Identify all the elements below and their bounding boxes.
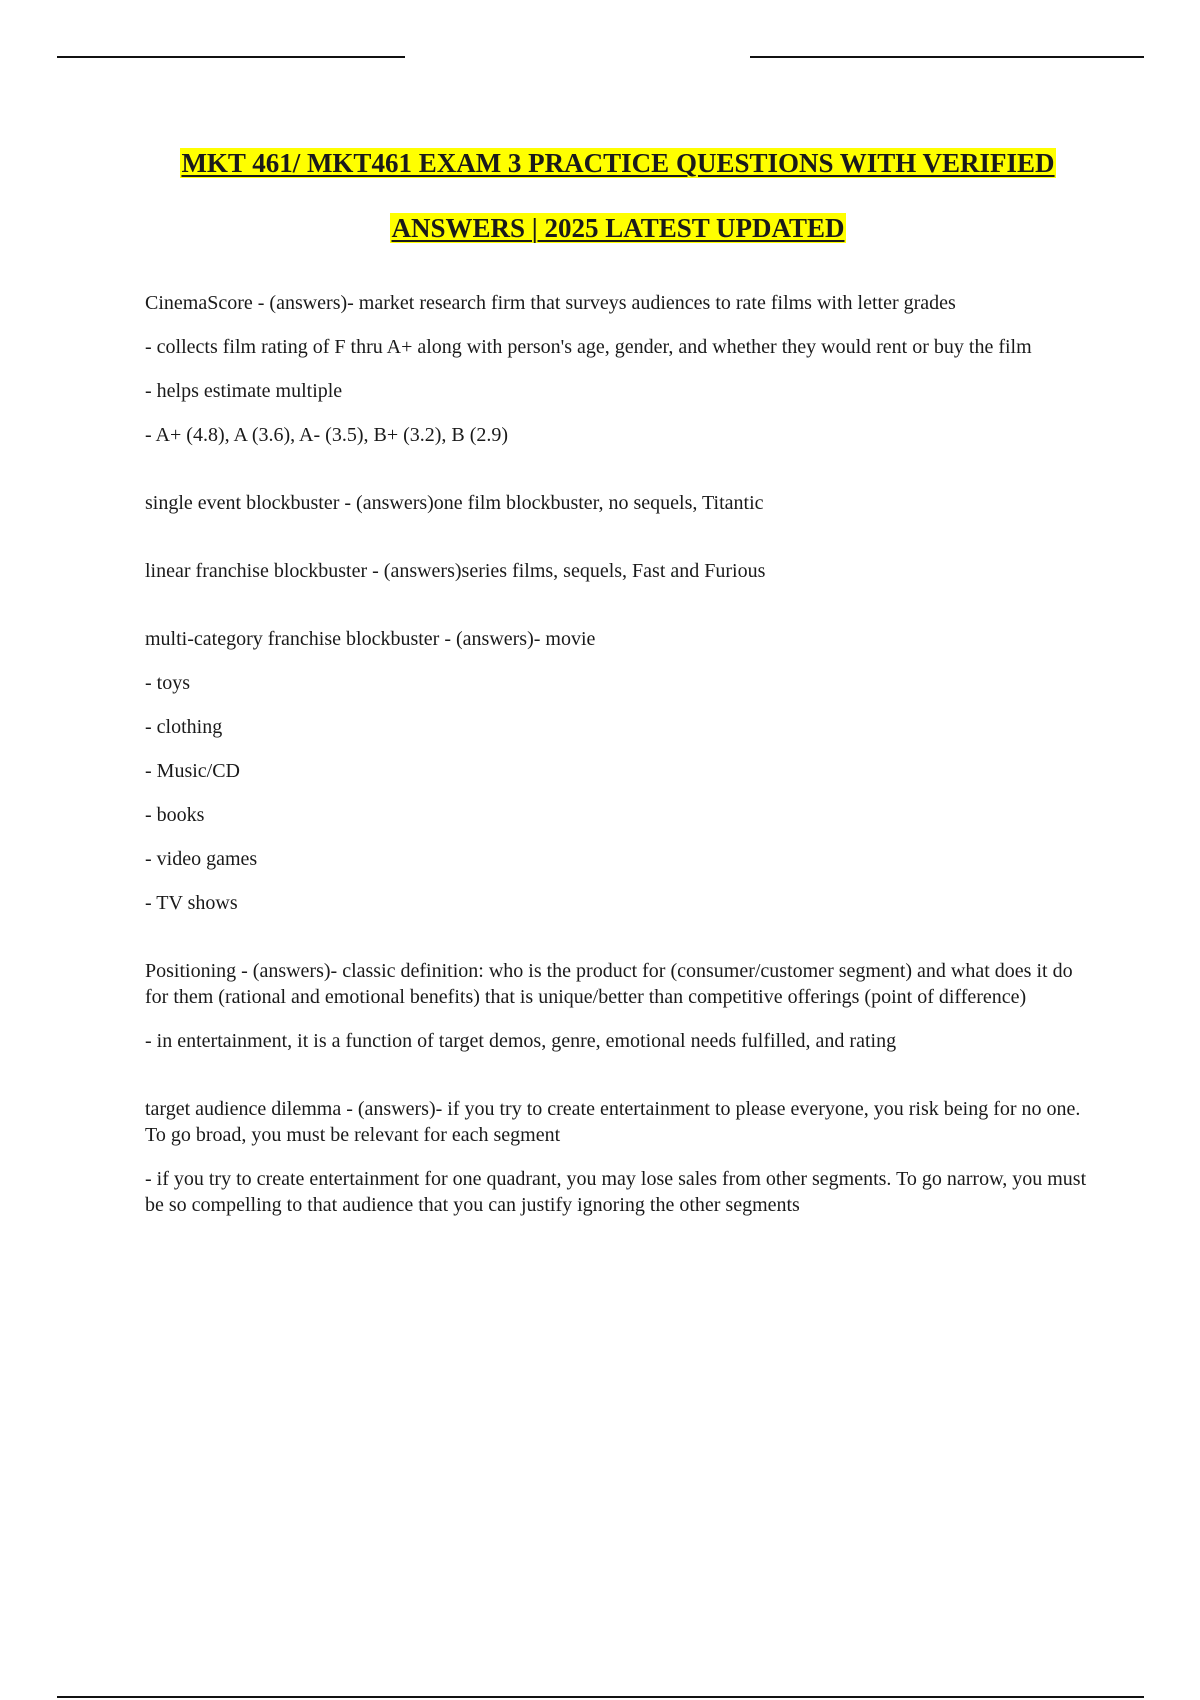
footer-rule [57,1696,1144,1698]
entry-line: - TV shows [145,892,238,914]
entry-target-audience-dilemma [145,1096,1095,1218]
entry-line: - if you try to create entertainment for one quadrant, you may lose sales from other segments. To go narrow, you must be so compelling to that audience that you can justify ignoring the other segments [145,1168,1087,1216]
document-title [0,150,1200,177]
document-title-continued [0,215,1200,242]
entry-line: single event blockbuster - (answers)one film blockbuster, no sequels, Titantic [145,492,764,514]
entry-line: - clothing [145,716,223,738]
entry-line: - helps estimate multiple [145,380,343,402]
entry-line: multi-category franchise blockbuster - (answers)- movie [145,628,596,650]
entry-line: linear franchise blockbuster - (answers)series films, sequels, Fast and Furious [145,560,766,582]
entry-line: - collects film rating of F thru A+ along with person's age, gender, and whether they would rent or buy the film [145,336,1032,358]
title-line-2: ANSWERS | 2025 LATEST UPDATED [391,213,845,243]
entry-line: - books [145,804,205,826]
entry-line: - in entertainment, it is a function of target demos, genre, emotional needs fulfilled, and rating [145,1030,897,1052]
entry-multi-category-franchise [145,626,1095,916]
header-rule-right [750,56,1144,58]
title-line-1: MKT 461/ MKT461 EXAM 3 PRACTICE QUESTIONS WITH VERIFIED [181,148,1055,178]
entry-line: - A+ (4.8), A (3.6), A- (3.5), B+ (3.2), B (2.9) [145,424,509,446]
entry-cinemascore [145,290,1095,448]
entry-line: - toys [145,672,190,694]
entry-line: target audience dilemma - (answers)- if you try to create entertainment to please everyone, you risk being for no one. To go broad, you must be relevant for each segment [145,1098,1081,1146]
entry-line: - Music/CD [145,760,240,782]
document-body [145,290,1095,1236]
entry-line: Positioning - (answers)- classic definition: who is the product for (consumer/customer segment) and what does it do for them (rational and emotional benefits) that is unique/better than competitive offerings (point of difference) [145,960,1073,1008]
entry-line: - video games [145,848,258,870]
entry-linear-franchise-blockbuster [145,558,1095,584]
entry-single-event-blockbuster [145,490,1095,516]
header-rule-left [57,56,405,58]
entry-positioning [145,958,1095,1054]
entry-line: CinemaScore - (answers)- market research firm that surveys audiences to rate films with letter grades [145,292,956,314]
